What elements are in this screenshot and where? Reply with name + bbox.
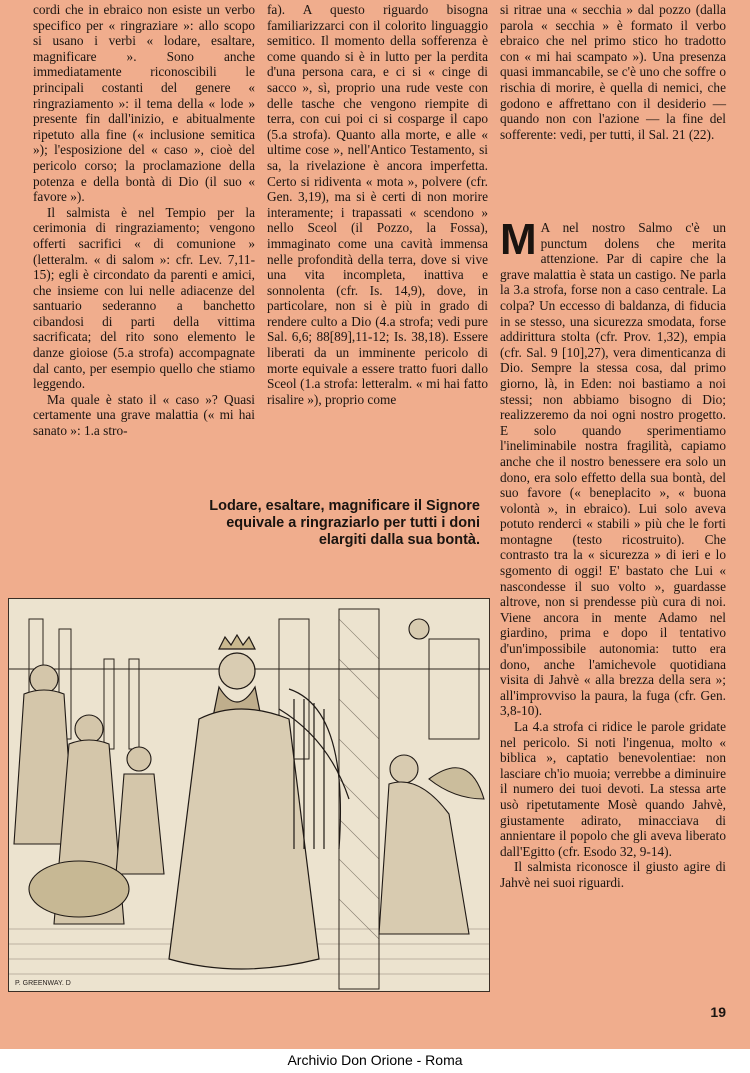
paragraph-with-dropcap xyxy=(500,215,726,719)
pull-quote-line: Lodare, esaltare, magnificare il Signore xyxy=(209,498,480,514)
page-number: 19 xyxy=(710,1004,726,1020)
text-column-3 xyxy=(500,2,726,142)
pull-quote-line: equivale a ringraziarlo per tutti i doni xyxy=(226,515,480,531)
drop-cap: M xyxy=(500,215,537,264)
footer-text: Archivio Don Orione - Roma xyxy=(287,1052,463,1068)
paragraph: La 4.a strofa ci ridice le parole gridate nel pericolo. Si noti l'ingenua, molto « biblica », captatio benevolentiae: non lasciare ch'io muoia; verrebbe a diminuire il numero dei tuoi devoti. La stessa arte usò ripetutamente Mosè quando Jahvè, giustamente adirato, minacciava di annientare il popolo che gli aveva liberato dall'Egitto (cfr. Esodo 32, 9-14). xyxy=(500,719,726,859)
paragraph: cordi che in ebraico non esiste un verbo specifico per « ringraziare »: allo scopo si usano i verbi « lodare, esaltare, magnificare ». Sono anche immediatamente riconoscibili le principali costanti del genere « ringraziamento »: il tema della « lode » presente fin dall'inizio, e abitualmente ripetuto alla fine (« inclusione semitica »); l'esposizione del « caso », cioè del pericolo corso; la proclamazione della potenza e della bontà di Dio (il suo « favore »). xyxy=(33,2,255,205)
pull-quote xyxy=(120,498,480,549)
paragraph: Il salmista riconosce il giusto agire di Jahvè nei suoi riguardi. xyxy=(500,859,726,890)
paragraph-body: A nel nostro Salmo c'è un punctum dolens che merita attenzione. Par di capire che la grave malattia è stata un castigo. Ne parla la 3.a strofa, forse non a caso centrale. La colpa? Un eccesso di baldanza, di fiducia in se stesso, una sicurezza smodata, forse addirittura stolta (cfr. Prov. 1,32), empia (cfr. Sal. 9 [10],27), vera dimenticanza di Dio. Sempre la stessa cosa, dal primo giorno, là, in Eden: noi bastiamo a noi stessi; non abbiamo bisogno di Dio; realizzeremo da noi ogni nostro progetto. E solo quando sperimentiamo l'ineliminabile nostra fragilità, capiamo anche che il nostro benessere era solo un dono, era solo effetto della sua bontà, del suo favore (« beneplacito », « buona volontà », in ebraico). Lui solo aveva potuto renderci « stabili » più che le forti montagne (testo ricostruito). Che contrasto tra la « sicurezza » di ieri e lo sgomento di oggi! E' bastato che Lui « nascondesse il suo volto », guardasse altrove, non si prendesse più cura di noi. Viene ancora in mente Adamo nel giardino, prima e dopo il tentativo d'un'impossibile autonomia: tutto era dono, anche l'amichevole quotidiana visita di Jahvè « alla brezza della sera »; all'improvviso la paura, la fuga (cfr. Gen. 3,8-10). xyxy=(500,220,726,719)
engraver-signature: P. GREENWAY. D xyxy=(15,980,71,987)
engraving-illustration xyxy=(8,598,490,992)
paragraph: Il salmista è nel Tempio per la cerimonia di ringraziamento; vengono offerti sacrifici « di comunione » (letteralm. « di salom »: cfr. Lev. 7,11-15); egli è circondato da parenti e amici, che insieme con lui nelle adiacenze del santuario sederanno a banchetto cibandosi di parti della vittima sacrificata; del rito sono elemento le danze gioiose (5.a strofa) accompagnate dal canto, per esempio quello che stiamo leggendo. xyxy=(33,204,255,392)
text-column-1 xyxy=(33,2,255,439)
pull-quote-line: elargiti dalla sua bontà. xyxy=(318,532,480,548)
paragraph: si ritrae una « secchia » dal pozzo (dalla parola « secchia » è formato il verbo ebraico che nel primo stico ho tradotto con « mi hai scampato »). Una presenza quasi immancabile, se c'è uno che soffre o rischia di morire, è quella di nemici, che godono e affrettano con il desiderio — quando non con l'azione — la fine del sofferente: vedi, per tutti, il Sal. 21 (22). xyxy=(500,2,726,142)
paragraph: fa). A questo riguardo bisogna familiarizzarci con il colorito linguaggio semitico. Il momento della sofferenza è come quando si è in lutto per la perdita d'una persona cara, e ci si « cinge di sacco », sì, proprio una rude veste con delle tasche che vengono riempite di terra, con cui poi ci si cosparge il capo (5.a strofa). Quanto alla morte, e alle « ultime cose », nell'Antico Testamento, si sa, la rivelazione è ancora imperfetta. Certo si ridiventa « mota », polvere (cfr. Gen. 3,19), ma si è certi di non morire interamente; i trapassati « scendono » nello Sceol (il Pozzo, la Fossa), immaginato come una cavità immensa nelle profondità della terra, dove si vive una vita incompleta, inattiva e sonnolenta (cfr. Is. 14,9), dove, in particolare, non si è più in grado di rendere culto a Dio (4.a strofa; vedi pure Sal. 6,6; 88[89],11-12; Is. 38,18). Essere liberati da un imminente pericolo di morte equivale a essere tratto fuori dallo Sceol (1.a strofa: letteralm. « mi hai fatto risalire »), proprio come xyxy=(267,2,488,407)
paragraph: Ma quale è stato il « caso »? Quasi certamente una grave malattia (« mi hai sanato »: 1.a stro- xyxy=(33,391,255,439)
engraving-drawing xyxy=(9,599,489,991)
archive-footer xyxy=(0,1049,750,1073)
text-column-3-continued xyxy=(500,215,726,891)
text-column-2 xyxy=(267,2,488,407)
